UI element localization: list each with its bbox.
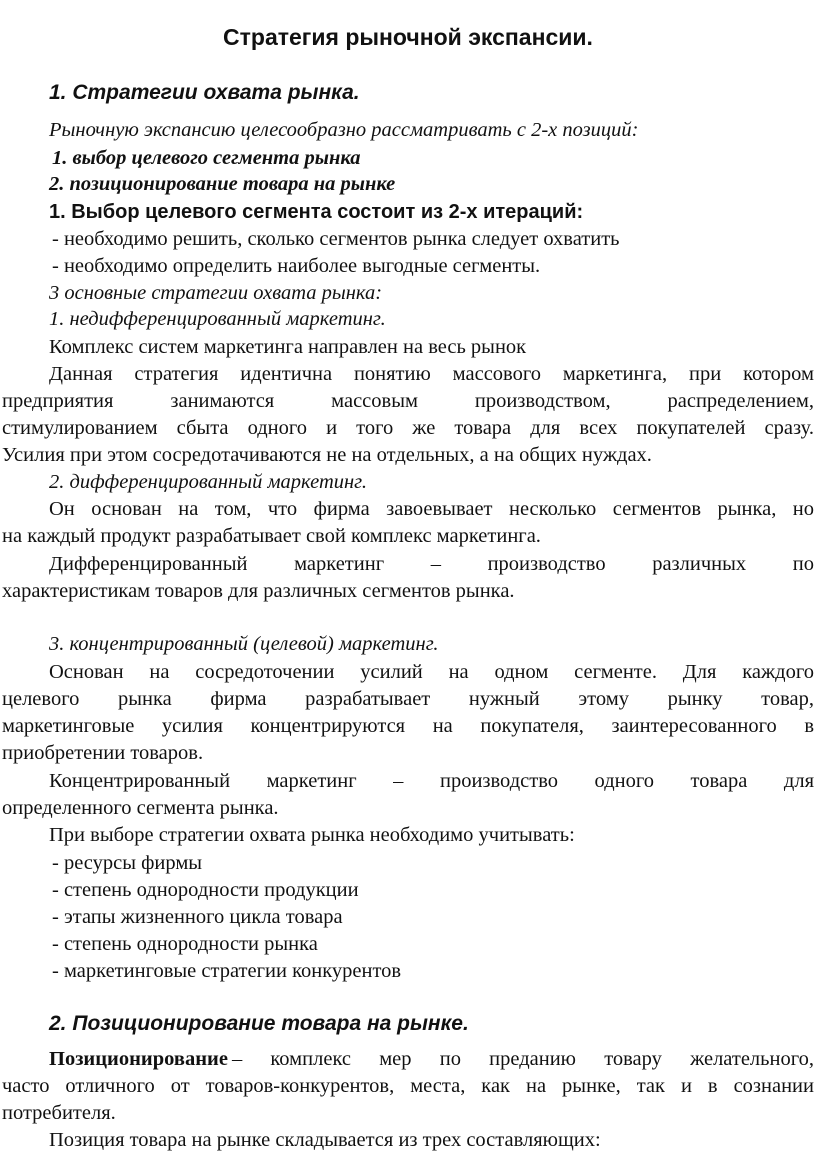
conc-text-line: приобретении товаров. (2, 742, 204, 764)
definition-line: часто отличного от товаров-конкурентов, места, как на рынке, так и в сознании (2, 1075, 814, 1097)
conc-text-line: Концентрированный маркетинг – производство одного товара для (49, 770, 814, 792)
definition-term: Позиционирование (49, 1048, 228, 1070)
section1-heading: 1. Стратегии охвата рынка. (49, 81, 360, 104)
factor-item: - этапы жизненного цикла товара (52, 906, 343, 928)
diff-heading: 2. дифференцированный маркетинг. (49, 471, 368, 493)
diff-text-line: на каждый продукт разрабатывает свой комплекс маркетинга. (2, 525, 541, 547)
diff-text-line: Он основан на том, что фирма завоевывает несколько сегментов рынка, но (49, 498, 814, 520)
diff-text-line: характеристикам товаров для различных сегментов рынка. (2, 580, 515, 602)
undiff-heading: 1. недифференцированный маркетинг. (49, 308, 386, 330)
definition-text: – комплекс мер по преданию товару желательного, (231, 1048, 814, 1070)
conc-heading: 3. концентрированный (целевой) маркетинг. (49, 633, 439, 655)
undiff-text-line: стимулированием сбыта одного и того же товара для всех покупателей сразу. (2, 417, 814, 439)
undiff-text-line: предприятия занимаются массовым производством, распределением, (2, 390, 814, 412)
undiff-paragraph: Комплекс систем маркетинга направлен на весь рынок (49, 336, 527, 358)
definition-first-line (49, 1046, 814, 1072)
iteration-item: - необходимо решить, сколько сегментов рынка следует охватить (52, 228, 620, 250)
intro-text: Рыночную экспансию целесообразно рассматривать с 2-х позиций: (49, 119, 639, 141)
document-title: Стратегия рыночной экспансии. (223, 24, 593, 50)
factor-item: - степень однородности рынка (52, 933, 318, 955)
factors-intro: При выборе стратегии охвата рынка необходимо учитывать: (49, 824, 575, 846)
factor-item: - степень однородности продукции (52, 879, 359, 901)
position-components-text: Позиция товара на рынке складывается из трех составляющих: (49, 1129, 601, 1151)
strategies-heading: 3 основные стратегии охвата рынка: (49, 282, 383, 304)
conc-text-line: определенного сегмента рынка. (2, 797, 279, 819)
conc-text-line: целевого рынка фирма разрабатывает нужный этому рынку товар, (2, 688, 814, 710)
iterations-heading: 1. Выбор целевого сегмента состоит из 2-х итераций: (49, 201, 584, 223)
conc-text-line: Основан на сосредоточении усилий на одном сегменте. Для каждого (49, 661, 814, 683)
diff-text-line: Дифференцированный маркетинг – производство различных по (49, 553, 814, 575)
position-item: 1. выбор целевого сегмента рынка (52, 147, 361, 169)
factor-item: - ресурсы фирмы (52, 852, 203, 874)
factor-item: - маркетинговые стратегии конкурентов (52, 960, 402, 982)
undiff-text-line: Усилия при этом сосредотачиваются не на отдельных, а на общих нуждах. (2, 444, 652, 466)
definition-line: потребителя. (2, 1102, 116, 1124)
position-item: 2. позиционирование товара на рынке (49, 173, 396, 195)
section2-heading: 2. Позиционирование товара на рынке. (49, 1012, 469, 1035)
conc-text-line: маркетинговые усилия концентрируются на покупателя, заинтересованного в (2, 715, 814, 737)
undiff-text-line: Данная стратегия идентична понятию массового маркетинга, при котором (49, 363, 814, 385)
iteration-item: - необходимо определить наиболее выгодные сегменты. (52, 255, 541, 277)
